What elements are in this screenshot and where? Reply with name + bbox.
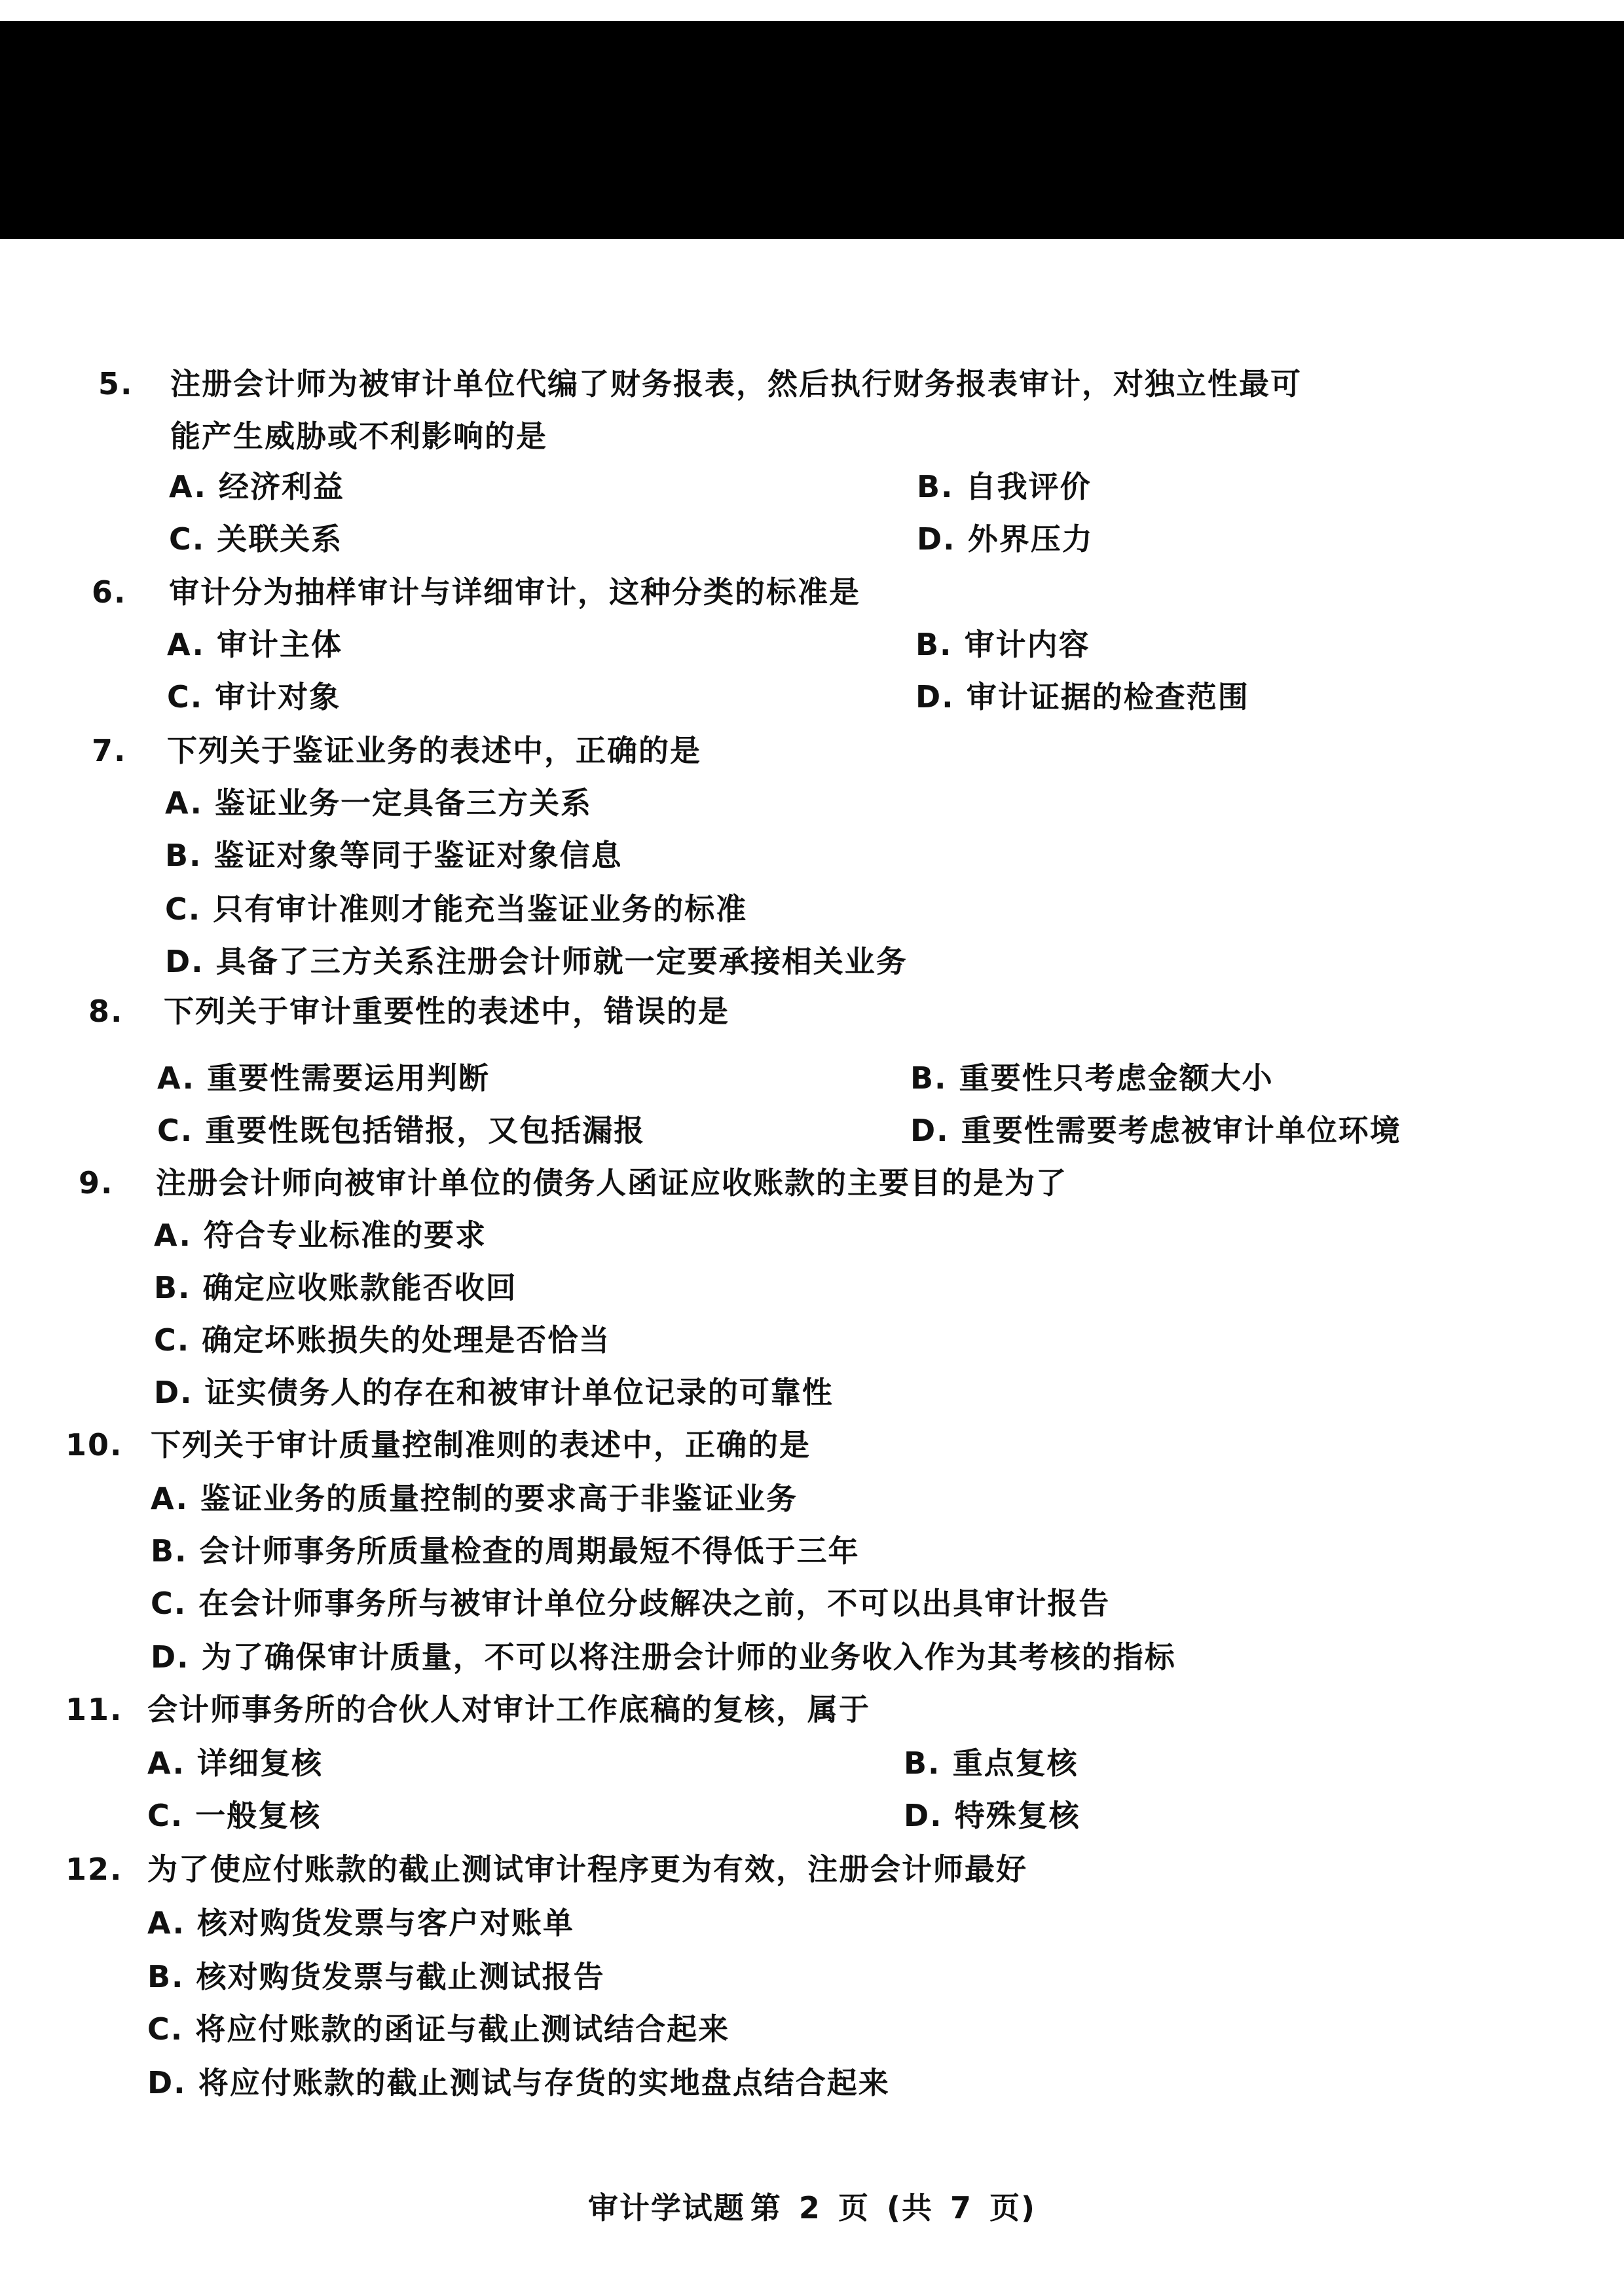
option-text: 为了确保审计质量，不可以将注册会计师的业务收入作为其考核的指标: [201, 1639, 1176, 1675]
footer-page-number: 2: [798, 2190, 821, 2226]
question-5-stem-continued: 能产生威胁或不利影响的是: [170, 419, 547, 454]
question-number: 10.: [65, 1427, 123, 1463]
option-text: 审计内容: [964, 627, 1090, 662]
option-text: 审计主体: [216, 627, 342, 662]
option-label: D.: [165, 944, 204, 979]
option-text: 确定应收账款能否收回: [202, 1270, 517, 1305]
option-5d: [917, 521, 1094, 557]
option-5b: [917, 468, 1092, 505]
option-text: 鉴证对象等同于鉴证对象信息: [213, 838, 623, 873]
question-5: [98, 365, 1302, 402]
option-8a: [157, 1060, 490, 1096]
option-text: 审计对象: [215, 679, 341, 715]
option-label: C.: [167, 679, 204, 715]
question-12: [65, 1851, 1027, 1888]
footer-total-pages: 7: [950, 2190, 973, 2226]
option-9d: [154, 1374, 834, 1411]
question-number: 8.: [88, 994, 124, 1029]
option-label: A.: [167, 627, 205, 662]
option-text: 一般复核: [195, 1798, 322, 1833]
option-text: 确定坏账损失的处理是否恰当: [202, 1322, 611, 1358]
option-label: A.: [151, 1481, 189, 1516]
option-8d: [910, 1112, 1401, 1149]
option-text: 证实债务人的存在和被审计单位记录的可靠性: [204, 1375, 834, 1410]
option-text: 核对购货发票与客户对账单: [196, 1905, 574, 1941]
question-number: 7.: [92, 733, 127, 768]
option-label: C.: [151, 1586, 187, 1621]
option-label: D.: [154, 1375, 193, 1410]
option-5a: [169, 468, 344, 505]
option-text: 特殊复核: [954, 1798, 1080, 1833]
question-10: [65, 1426, 811, 1463]
option-label: A.: [154, 1218, 192, 1253]
question-stem: 下列关于审计重要性的表述中，错误的是: [164, 994, 729, 1029]
option-label: B.: [910, 1060, 948, 1096]
option-10c: [151, 1585, 1110, 1622]
option-9b: [154, 1269, 517, 1306]
option-9c: [154, 1322, 610, 1358]
footer-page-unit: 页: [838, 2190, 870, 2226]
option-6a: [167, 626, 342, 663]
question-stem: 下列关于审计质量控制准则的表述中，正确的是: [151, 1427, 811, 1463]
option-text: 重要性既包括错报，又包括漏报: [205, 1113, 646, 1148]
page-footer: [0, 2184, 1624, 2228]
option-label: B.: [147, 1959, 185, 1994]
option-9a: [154, 1217, 487, 1254]
option-text: 审计证据的检查范围: [966, 679, 1249, 715]
option-text: 会计师事务所质量检查的周期最短不得低于三年: [199, 1533, 860, 1569]
option-label: A.: [157, 1060, 195, 1096]
option-label: B.: [917, 469, 954, 504]
option-label: B.: [154, 1270, 191, 1305]
option-12a: [147, 1905, 574, 1941]
question-stem: 审计分为抽样审计与详细审计，这种分类的标准是: [169, 574, 860, 610]
option-text: 重要性需要运用判断: [206, 1060, 490, 1096]
option-label: C.: [147, 2011, 184, 2047]
option-text: 只有审计准则才能充当鉴证业务的标准: [213, 891, 748, 927]
footer-total-close: 页): [989, 2190, 1037, 2226]
option-7c: [165, 891, 747, 927]
option-label: D.: [147, 2065, 187, 2100]
option-text: 将应付账款的截止测试与存货的实地盘点结合起来: [198, 2065, 890, 2100]
question-11: [65, 1691, 870, 1728]
option-label: A.: [169, 469, 207, 504]
option-label: D.: [917, 521, 956, 557]
option-label: B.: [904, 1745, 941, 1781]
option-label: D.: [910, 1113, 950, 1148]
option-text: 重要性需要考虑被审计单位环境: [961, 1113, 1401, 1148]
option-8c: [157, 1112, 645, 1149]
option-11a: [147, 1745, 323, 1781]
question-7: [92, 732, 701, 769]
option-label: C.: [169, 521, 206, 557]
option-10a: [151, 1480, 798, 1517]
question-number: 9.: [79, 1165, 114, 1201]
question-9: [79, 1165, 1067, 1201]
option-6b: [915, 626, 1090, 663]
footer-prefix: 第: [750, 2190, 782, 2226]
option-text: 在会计师事务所与被审计单位分歧解决之前，不可以出具审计报告: [198, 1586, 1111, 1621]
option-11b: [904, 1745, 1079, 1781]
footer-total-open: (共: [886, 2190, 933, 2226]
option-label: A.: [147, 1905, 185, 1941]
footer-subject: 审计学试题: [587, 2190, 745, 2226]
option-7d: [165, 943, 908, 980]
option-12d: [147, 2064, 890, 2101]
option-text: 具备了三方关系注册会计师就一定要承接相关业务: [215, 944, 908, 979]
option-text: 鉴证业务的质量控制的要求高于非鉴证业务: [200, 1481, 798, 1516]
redacted-header-band: [0, 21, 1624, 239]
option-label: B.: [151, 1533, 188, 1569]
option-10d: [151, 1639, 1176, 1675]
option-11c: [147, 1797, 321, 1834]
option-text: 重点复核: [952, 1745, 1079, 1781]
question-stem: 为了使应付账款的截止测试审计程序更为有效，注册会计师最好: [147, 1852, 1027, 1887]
option-label: D.: [904, 1798, 943, 1833]
question-stem: 下列关于鉴证业务的表述中，正确的是: [167, 733, 701, 768]
option-8b: [910, 1060, 1274, 1096]
option-label: A.: [165, 785, 203, 821]
option-12b: [147, 1958, 605, 1995]
option-label: D.: [151, 1639, 190, 1675]
question-number: 6.: [92, 574, 127, 610]
question-stem: 会计师事务所的合伙人对审计工作底稿的复核，属于: [147, 1692, 870, 1727]
question-number: 5.: [98, 366, 134, 401]
option-6d: [915, 679, 1249, 715]
option-label: C.: [147, 1798, 184, 1833]
question-6: [92, 574, 860, 610]
question-8: [88, 993, 729, 1030]
option-label: B.: [915, 627, 953, 662]
option-text: 将应付账款的函证与截止测试结合起来: [195, 2011, 730, 2047]
option-label: B.: [165, 838, 202, 873]
option-12c: [147, 2011, 729, 2047]
question-number: 11.: [65, 1692, 123, 1727]
option-text: 重要性只考虑金额大小: [959, 1060, 1274, 1096]
option-11d: [904, 1797, 1080, 1834]
question-stem: 注册会计师向被审计单位的债务人函证应收账款的主要目的是为了: [156, 1165, 1067, 1201]
option-label: C.: [154, 1322, 191, 1358]
option-5c: [169, 521, 342, 557]
option-7a: [165, 785, 592, 821]
option-text: 详细复核: [196, 1745, 323, 1781]
question-number: 12.: [65, 1852, 123, 1887]
option-text: 经济利益: [218, 469, 344, 504]
question-stem: 注册会计师为被审计单位代编了财务报表，然后执行财务报表审计，对独立性最可: [170, 366, 1302, 401]
option-text: 鉴证业务一定具备三方关系: [214, 785, 592, 821]
option-text: 关联关系: [217, 521, 343, 557]
option-label: A.: [147, 1745, 185, 1781]
option-text: 符合专业标准的要求: [203, 1218, 487, 1253]
option-label: C.: [157, 1113, 194, 1148]
option-label: D.: [915, 679, 955, 715]
option-text: 外界压力: [967, 521, 1094, 557]
option-label: C.: [165, 891, 202, 927]
option-10b: [151, 1533, 860, 1569]
option-text: 自我评价: [965, 469, 1092, 504]
option-6c: [167, 679, 341, 715]
option-text: 核对购货发票与截止测试报告: [196, 1959, 605, 1994]
option-7b: [165, 837, 623, 874]
